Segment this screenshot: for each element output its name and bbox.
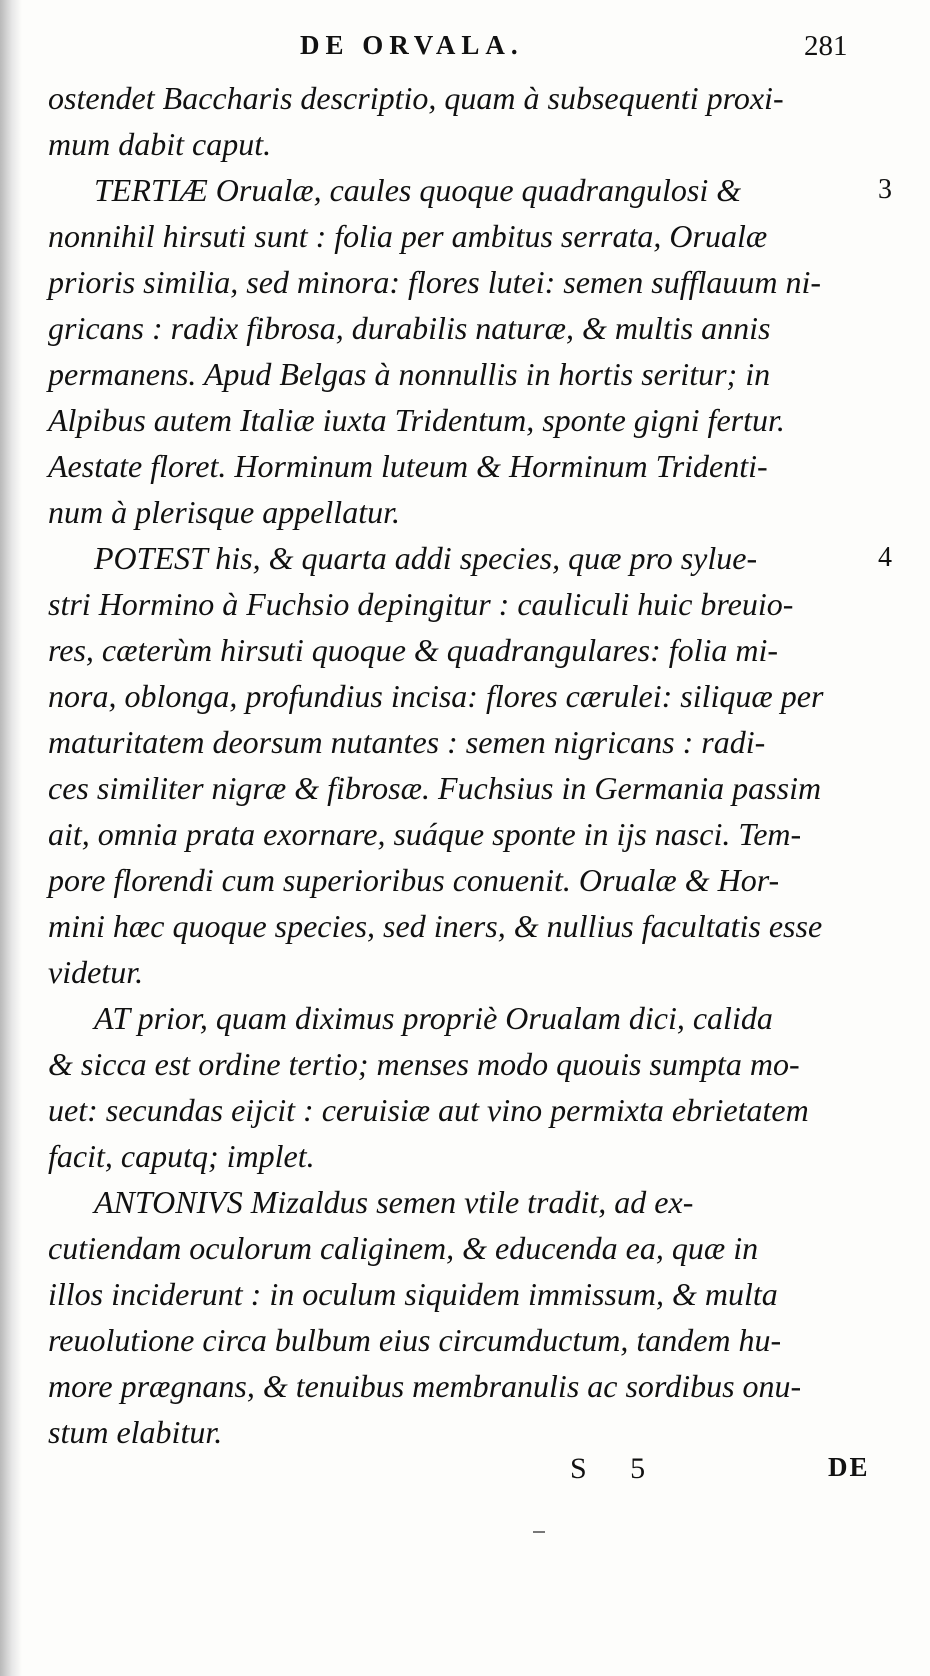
text-line: AT prior, quam diximus propriè Orualam dici, calida <box>94 1000 773 1036</box>
text-line: more prægnans, & tenuibus membranulis ac sordibus onu- <box>48 1368 802 1404</box>
margin-number-4: 4 <box>878 542 892 573</box>
running-title: DE ORVALA. <box>300 30 524 60</box>
text-line: mum dabit caput. <box>48 126 272 162</box>
running-head <box>0 30 930 70</box>
text-line: cutiendam oculorum caliginem, & educenda ea, quæ in <box>48 1230 759 1266</box>
text-line: stri Hormino à Fuchsio depingitur : cauliculi huic breuio- <box>48 586 794 622</box>
text-line: ostendet Baccharis descriptio, quam à subsequenti proxi- <box>48 80 784 116</box>
text-line: reuolutione circa bulbum eius circumductum, tandem hu- <box>48 1322 782 1358</box>
text-line: ait, omnia prata exornare, suáque sponte in ijs nasci. Tem- <box>48 816 802 852</box>
main-text <box>48 75 878 1455</box>
printer-mark <box>533 1531 545 1533</box>
text-line: permanens. Apud Belgas à nonnullis in hortis seritur; in <box>48 356 771 392</box>
catchword: DE <box>828 1452 870 1482</box>
text-line: ANTONIVS Mizaldus semen vtile tradit, ad ex- <box>94 1184 694 1220</box>
text-line: uet: secundas eijcit : ceruisiæ aut vino permixta ebrietatem <box>48 1092 809 1128</box>
text-line: illos inciderunt : in oculum siquidem immissum, & multa <box>48 1276 778 1312</box>
text-line: nonnihil hirsuti sunt : folia per ambitus serrata, Orualæ <box>48 218 768 254</box>
text-line: stum elabitur. <box>48 1414 223 1450</box>
signature-mark: S 5 <box>570 1452 664 1485</box>
text-line: maturitatem deorsum nutantes : semen nigricans : radi- <box>48 724 766 760</box>
margin-number-3: 3 <box>878 174 892 205</box>
text-line: mini hæc quoque species, sed iners, & nullius facultatis esse <box>48 908 823 944</box>
spine-shadow <box>0 0 22 1676</box>
page-number: 281 <box>804 30 848 62</box>
text-line: nora, oblonga, profundius incisa: flores cærulei: siliquæ per <box>48 678 824 714</box>
text-line: facit, caputq; implet. <box>48 1138 315 1174</box>
text-line: Aestate floret. Horminum luteum & Horminum Tridenti- <box>48 448 768 484</box>
text-line: gricans : radix fibrosa, durabilis naturæ, & multis annis <box>48 310 771 346</box>
text-line: TERTIÆ Orualæ, caules quoque quadrangulosi & <box>94 172 742 208</box>
text-line: videtur. <box>48 954 144 990</box>
text-line: pore florendi cum superioribus conuenit. Orualæ & Hor- <box>48 862 780 898</box>
text-line: POTEST his, & quarta addi species, quæ pro sylue- <box>94 540 758 576</box>
text-line: & sicca est ordine tertio; menses modo quouis sumpta mo- <box>48 1046 800 1082</box>
text-line: Alpibus autem Italiæ iuxta Tridentum, sponte gigni fertur. <box>48 402 785 438</box>
text-line: ces similiter nigræ & fibrosæ. Fuchsius in Germania passim <box>48 770 822 806</box>
text-line: num à plerisque appellatur. <box>48 494 400 530</box>
text-line: prioris similia, sed minora: flores lutei: semen sufflauum ni- <box>48 264 822 300</box>
text-line: res, cæterùm hirsuti quoque & quadrangulares: folia mi- <box>48 632 779 668</box>
